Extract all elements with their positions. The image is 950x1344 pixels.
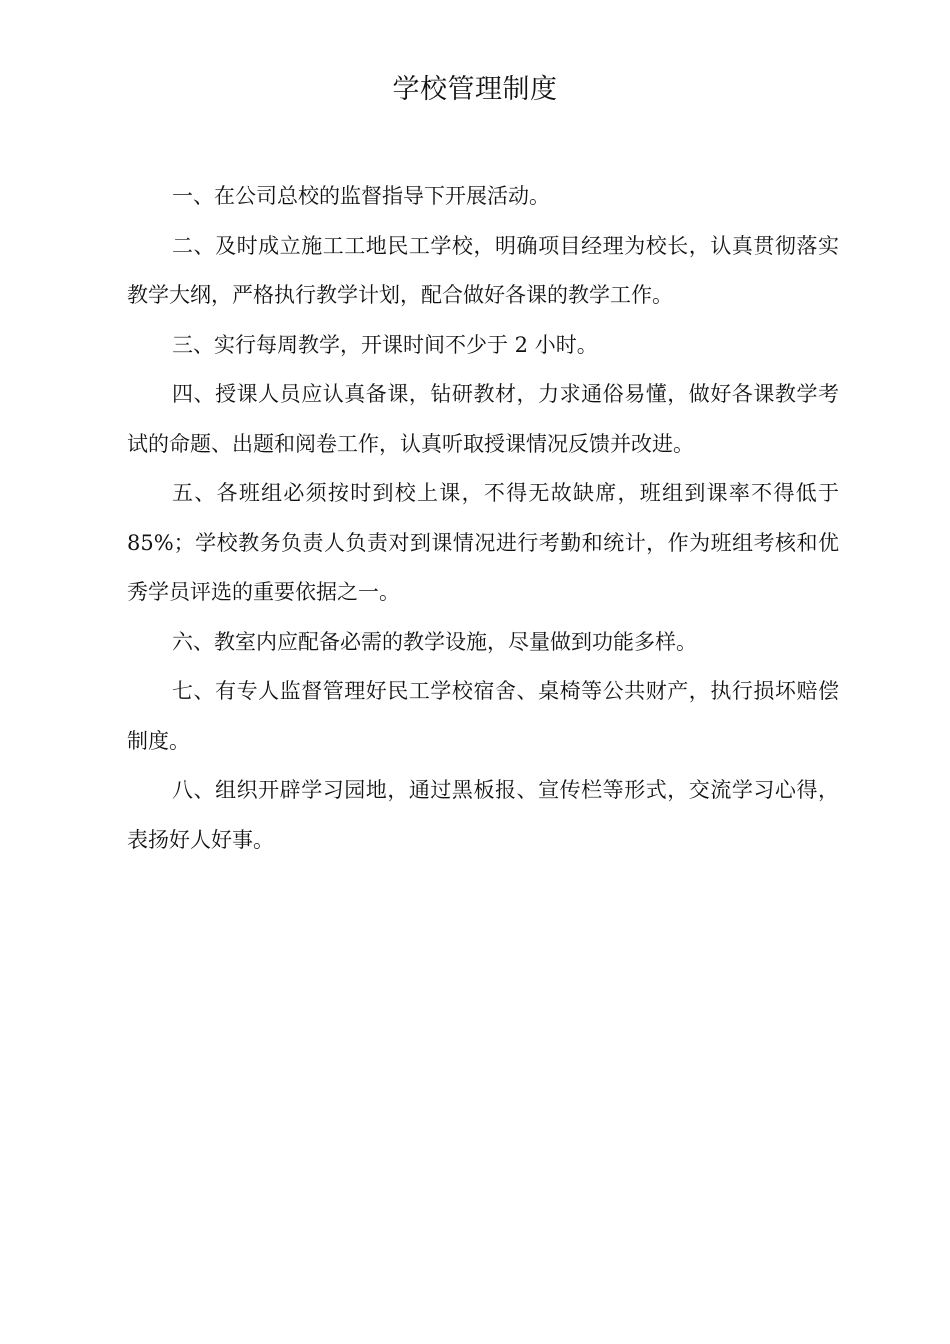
document-title: 学校管理制度 [392,74,558,105]
paragraph-2: 二、及时成立施工工地民工学校，明确项目经理为校长，认真贯彻落实教学大纲，严格执行教学计划，配合做好各课的教学工作。 [127,233,839,307]
paragraph-7: 七、有专人监督管理好民工学校宿舍、桌椅等公共财产，执行损坏赔偿制度。 [127,679,839,753]
paragraph-1: 一、在公司总校的监督指导下开展活动。 [172,184,550,208]
document-body [127,172,839,865]
paragraph-5: 五、各班组必须按时到校上课，不得无故缺席，班组到课率不得低于85%；学校教务负责人负责对到课情况进行考勤和统计，作为班组考核和优秀学员评选的重要依据之一。 [127,481,839,604]
paragraph-3: 三、实行每周教学，开课时间不少于 2 小时。 [172,332,598,357]
paragraph-6: 六、教室内应配备必需的教学设施，尽量做到功能多样。 [172,629,697,654]
paragraph-4: 四、授课人员应认真备课，钻研教材，力求通俗易懂，做好各课教学考试的命题、出题和阅卷工作，认真听取授课情况反馈并改进。 [127,382,839,456]
paragraph-8: 八、组织开辟学习园地，通过黑板报、宣传栏等形式，交流学习心得，表扬好人好事。 [127,778,839,852]
